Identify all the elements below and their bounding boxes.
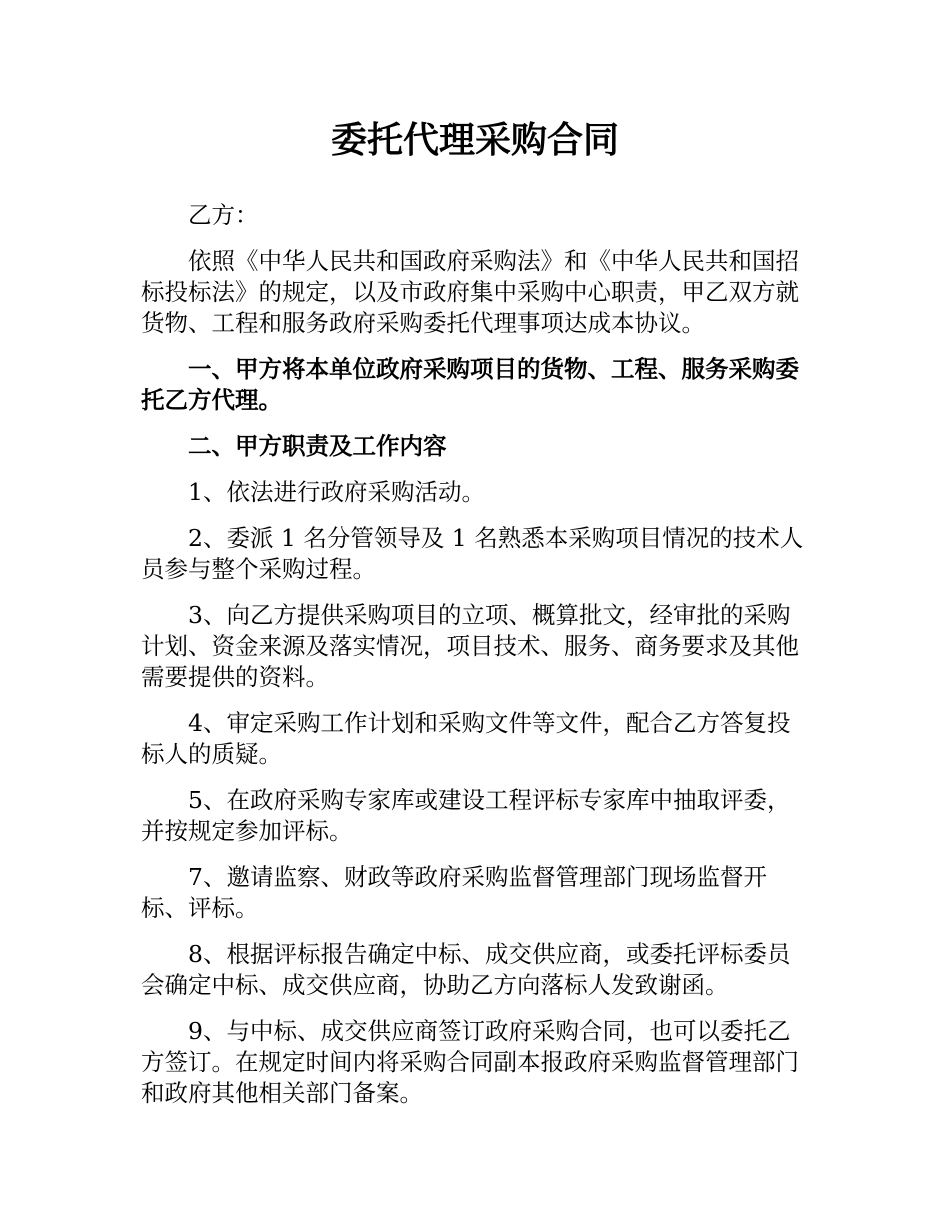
clause-2: 2、委派 1 名分管领导及 1 名熟悉本采购项目情况的技术人员参与整个采购过程。 (141, 524, 804, 583)
section-two-heading: 二、甲方职责及工作内容 (188, 432, 447, 460)
clause-5: 5、在政府采购专家库或建设工程评标专家库中抽取评委，并按规定参加评标。 (141, 786, 791, 845)
preamble-paragraph: 依照《中华人民共和国政府采购法》和《中华人民共和国招标投标法》的规定，以及市政府集中采购中心职责，甲乙双方就货物、工程和服务政府采购委托代理事项达成本协议。 (141, 247, 799, 337)
clause-8: 8、根据评标报告确定中标、成交供应商，或委托评标委员会确定中标、成交供应商，协助乙方向落标人发致谢函。 (141, 940, 791, 999)
section-one-heading: 一、甲方将本单位政府采购项目的货物、工程、服务采购委托乙方代理。 (141, 355, 799, 414)
document-title: 委托代理采购合同 (330, 120, 619, 161)
clause-4: 4、审定采购工作计划和采购文件等文件，配合乙方答复投标人的质疑。 (141, 709, 791, 768)
clause-9: 9、与中标、成交供应商签订政府采购合同，也可以委托乙方签订。在规定时间内将采购合同副本报政府采购监督管理部门和政府其他相关部门备案。 (141, 1017, 799, 1107)
party-b-label: 乙方： (188, 201, 259, 229)
document-body (141, 200, 813, 1124)
clause-7: 7、邀请监察、财政等政府采购监督管理部门现场监督开标、评标。 (141, 863, 767, 922)
clause-3: 3、向乙方提供采购项目的立项、概算批文，经审批的采购计划、资金来源及落实情况，项目技术、服务、商务要求及其他需要提供的资料。 (141, 601, 799, 691)
clause-1: 1、依法进行政府采购活动。 (188, 478, 485, 506)
